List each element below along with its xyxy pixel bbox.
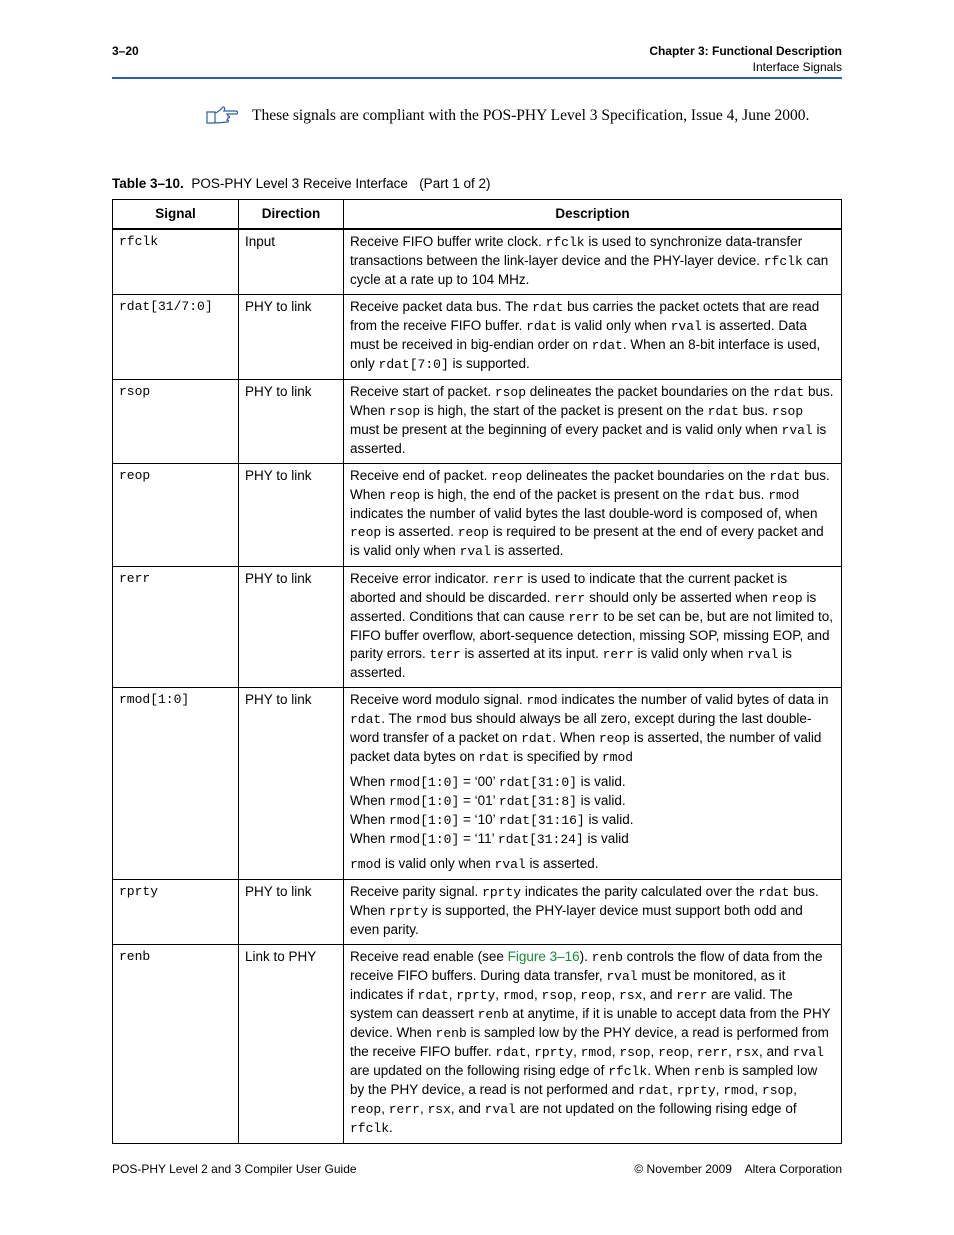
- description-cell: [344, 880, 842, 945]
- signal-reference: rval: [670, 319, 702, 334]
- signal-reference: rsop: [771, 404, 804, 419]
- description-text: indicates the number of valid bytes of data in: [557, 692, 829, 707]
- signal-reference: rval: [606, 969, 638, 984]
- description-text: = ‘10’: [459, 812, 499, 827]
- description-text: = ‘11’: [459, 831, 498, 846]
- description-text: . When: [647, 1063, 694, 1078]
- signal-reference: renb: [591, 950, 623, 965]
- signal-reference: rerr: [388, 1102, 420, 1117]
- signal-reference: rerr: [676, 988, 708, 1003]
- signal-reference: rmod: [723, 1083, 755, 1098]
- direction-cell: PHY to link: [239, 295, 344, 380]
- description-text: at anytime, if it is unable to accept data from the PHY device. When: [350, 1006, 831, 1040]
- description-text: is used to synchronize data-transfer transactions between the link-layer device and the PHY-layer device.: [350, 234, 803, 268]
- direction-cell: PHY to link: [239, 464, 344, 567]
- description-text: ).: [579, 949, 592, 964]
- description-text: Receive parity signal.: [350, 884, 483, 899]
- signal-reference: rdat: [350, 712, 382, 727]
- description-text: ,: [689, 1044, 697, 1059]
- signal-reference: rdat: [591, 338, 623, 353]
- signal-reference: reop: [389, 488, 421, 503]
- description-paragraph: [350, 883, 835, 939]
- description-text: is asserted.: [350, 422, 827, 456]
- receive-interface-table: [112, 199, 842, 1144]
- signal-reference: rdat: [707, 404, 739, 419]
- description-paragraph: [350, 773, 835, 849]
- description-cell: [344, 295, 842, 380]
- description-text: ,: [573, 1044, 581, 1059]
- signal-reference: rdat: [703, 488, 736, 503]
- signal-reference: rprty: [676, 1083, 716, 1098]
- description-text: ,: [611, 1044, 620, 1059]
- description-text: . When: [552, 730, 599, 745]
- signal-reference: rsx: [427, 1102, 451, 1117]
- description-text: is valid only when: [557, 318, 671, 333]
- direction-cell: PHY to link: [239, 688, 344, 880]
- table-header-row: [113, 200, 842, 230]
- signal-reference: rmod: [768, 488, 800, 503]
- description-text: is required to be present at the end of every packet and is valid only when: [350, 524, 824, 558]
- signal-reference: rmod[1:0]: [389, 794, 460, 809]
- signal-cell: rmod[1:0]: [113, 688, 239, 880]
- signal-reference: rsx: [619, 988, 643, 1003]
- description-text: Receive word modulo signal.: [350, 692, 527, 707]
- signal-reference: renb: [693, 1064, 725, 1079]
- description-cell: [344, 380, 842, 464]
- description-text: ,: [611, 987, 620, 1002]
- description-text: is asserted at its input.: [460, 646, 603, 661]
- description-text: is valid only when: [633, 646, 748, 661]
- signal-reference: rmod: [601, 750, 634, 765]
- direction-cell: PHY to link: [239, 380, 344, 464]
- signal-cell: reop: [113, 464, 239, 567]
- signal-reference: rfclk: [350, 1121, 390, 1136]
- description-text: is high, the end of the packet is present on the: [420, 487, 704, 502]
- signal-reference: renb: [477, 1007, 509, 1022]
- footer-guide-title: POS-PHY Level 2 and 3 Compiler User Guide: [112, 1162, 357, 1176]
- signal-cell: rerr: [113, 567, 239, 688]
- description-text: bus should always be all zero, except during the last double-word transfer of a packet on: [350, 711, 812, 745]
- description-cell: [344, 945, 842, 1144]
- table-part: (Part 1 of 2): [419, 176, 491, 191]
- table-row: [113, 295, 842, 380]
- direction-cell: Link to PHY: [239, 945, 344, 1144]
- description-text: ,: [448, 987, 457, 1002]
- signal-reference: rdat: [526, 319, 558, 334]
- page-number: 3–20: [112, 44, 139, 58]
- description-text: is asserted. Data must be received in big-endian order on: [350, 318, 807, 352]
- description-text: ,: [793, 1082, 797, 1097]
- signal-reference: rmod[1:0]: [389, 813, 460, 828]
- description-text: ,: [381, 1101, 389, 1116]
- signal-reference: rprty: [534, 1045, 574, 1060]
- column-header-direction: Direction: [239, 200, 344, 230]
- signal-reference: rmod[1:0]: [389, 832, 460, 847]
- footer-copyright: © November 2009 Altera Corporation: [634, 1162, 842, 1176]
- description-text: ,: [715, 1082, 724, 1097]
- description-text: ,: [650, 1044, 659, 1059]
- signal-reference: rdat[31:16]: [498, 813, 585, 828]
- signal-reference: rerr: [602, 647, 634, 662]
- description-text: Receive error indicator.: [350, 571, 493, 586]
- description-paragraph: [350, 467, 835, 561]
- description-text: Receive end of packet.: [350, 468, 492, 483]
- description-text: bus.: [735, 487, 769, 502]
- signal-reference: rfclk: [545, 235, 585, 250]
- description-paragraph: [350, 691, 835, 767]
- column-header-signal: Signal: [113, 200, 239, 230]
- signal-cell: rprty: [113, 880, 239, 945]
- signal-reference: terr: [429, 647, 461, 662]
- direction-cell: PHY to link: [239, 567, 344, 688]
- description-text: is high, the start of the packet is present on the: [420, 403, 708, 418]
- signal-reference: rsop: [494, 385, 527, 400]
- description-text: , and: [450, 1101, 485, 1116]
- description-paragraph: [350, 233, 835, 289]
- description-text: bus. When: [350, 468, 830, 502]
- description-text: ,: [572, 987, 581, 1002]
- signal-reference: reop: [350, 525, 382, 540]
- signal-reference: rmod: [580, 1045, 612, 1060]
- description-text: is asserted.: [381, 524, 458, 539]
- signal-reference: rdat: [478, 750, 510, 765]
- table-title: POS-PHY Level 3 Receive Interface: [191, 176, 408, 191]
- signal-reference: rmod: [526, 693, 558, 708]
- direction-cell: Input: [239, 229, 344, 295]
- signal-reference: rval: [781, 423, 813, 438]
- table-row: [113, 567, 842, 688]
- signal-reference: rsop: [389, 404, 421, 419]
- header-rule: [112, 77, 842, 79]
- description-text: When: [350, 774, 390, 789]
- signal-reference: rdat[7:0]: [378, 357, 449, 372]
- description-text: bus carries the packet octets that are read from the receive FIFO buffer.: [350, 299, 820, 333]
- table-caption: [112, 176, 490, 191]
- signal-reference: reop: [771, 591, 803, 606]
- description-text: is asserted, the number of valid packet data bytes on: [350, 730, 822, 764]
- signal-cell: rdat[31/7:0]: [113, 295, 239, 380]
- description-cell: [344, 229, 842, 295]
- description-paragraph: [350, 855, 835, 874]
- table-row: [113, 380, 842, 464]
- description-text: delineates the packet boundaries on the: [522, 468, 770, 483]
- signal-reference: rfclk: [608, 1064, 648, 1079]
- signal-reference: rmod[1:0]: [389, 775, 460, 790]
- note-text: These signals are compliant with the POS-PHY Level 3 Specification, Issue 4, June 2000.: [252, 107, 810, 124]
- description-text: ,: [495, 987, 503, 1002]
- table-number: Table 3–10.: [112, 176, 184, 191]
- description-text: ,: [419, 1101, 428, 1116]
- description-text: are updated on the following rising edge of: [350, 1063, 609, 1078]
- running-header: [649, 43, 842, 75]
- description-text: is valid: [583, 831, 629, 846]
- description-text: should only be asserted when: [585, 590, 772, 605]
- description-text: ,: [526, 1044, 535, 1059]
- description-text: is specified by: [509, 749, 602, 764]
- description-text: , and: [642, 987, 677, 1002]
- signal-reference: rval: [459, 544, 491, 559]
- description-text: must be monitored, as it indicates if: [350, 968, 786, 1002]
- description-text: Receive read enable (see: [350, 949, 508, 964]
- description-text: is supported, the PHY-layer device must support both odd and even parity.: [350, 903, 803, 937]
- section-title: Interface Signals: [752, 60, 842, 74]
- signal-reference: rdat[31:24]: [497, 832, 584, 847]
- description-text: . When an 8-bit interface is used, only: [350, 337, 821, 371]
- signal-reference: reop: [350, 1102, 382, 1117]
- table-row: [113, 464, 842, 567]
- description-text: controls the flow of data from the receive FIFO buffers. During data transfer,: [350, 949, 823, 983]
- description-text: is used to indicate that the current packet is aborted and should be discarded.: [350, 571, 788, 605]
- signal-reference: rdat: [495, 1045, 527, 1060]
- signal-reference: rdat: [532, 300, 564, 315]
- description-text: is sampled low by the PHY device, a read is not performed and: [350, 1063, 818, 1097]
- description-cell: [344, 464, 842, 567]
- signal-reference: rmod: [415, 712, 447, 727]
- table-row: [113, 229, 842, 295]
- description-text: must be present at the beginning of every packet and is valid only when: [350, 422, 782, 437]
- signal-reference: rval: [747, 647, 779, 662]
- signal-reference: rfclk: [763, 254, 803, 269]
- signal-reference: rsop: [619, 1045, 651, 1060]
- signal-reference: rerr: [492, 572, 524, 587]
- description-text: Receive packet data bus. The: [350, 299, 533, 314]
- table-row: [113, 688, 842, 880]
- description-paragraph: [350, 570, 835, 682]
- signal-reference: rsx: [735, 1045, 759, 1060]
- description-text: is asserted.: [350, 646, 792, 680]
- table-row: [113, 945, 842, 1144]
- column-header-description: Description: [344, 200, 842, 230]
- description-text: bus.: [738, 403, 772, 418]
- signal-reference: reop: [580, 988, 612, 1003]
- signal-reference: rdat: [769, 469, 801, 484]
- description-text: is valid.: [576, 793, 626, 808]
- description-paragraph: [350, 298, 835, 374]
- signal-reference: reop: [658, 1045, 690, 1060]
- description-text: When: [350, 831, 390, 846]
- signal-reference: rerr: [554, 591, 586, 606]
- description-text: is valid.: [584, 812, 634, 827]
- signal-reference: rprty: [389, 904, 429, 919]
- signal-reference: rmod: [350, 857, 382, 872]
- description-text: are not updated on the following rising edge of: [515, 1101, 797, 1116]
- signal-reference: renb: [435, 1026, 467, 1041]
- description-paragraph: [350, 948, 835, 1138]
- description-text: When: [350, 812, 390, 827]
- description-paragraph: [350, 383, 835, 458]
- description-text: indicates the number of valid bytes the last double-word is composed of, when: [350, 506, 818, 521]
- signal-reference: rval: [792, 1045, 824, 1060]
- description-text: delineates the packet boundaries on the: [526, 384, 773, 399]
- pointing-hand-icon: [205, 106, 239, 126]
- signal-reference: rprty: [482, 885, 522, 900]
- description-cell: [344, 567, 842, 688]
- signal-reference: rsop: [761, 1083, 794, 1098]
- signal-reference: reop: [491, 469, 523, 484]
- signal-reference: rval: [484, 1102, 516, 1117]
- chapter-title: Chapter 3: Functional Description: [649, 44, 842, 58]
- signal-reference: rdat: [772, 385, 805, 400]
- description-text: = ‘00’: [459, 774, 499, 789]
- signal-reference: rerr: [568, 610, 600, 625]
- description-text: is asserted.: [525, 856, 599, 871]
- description-text: ,: [534, 987, 542, 1002]
- description-text: is sampled low by the PHY device, a read is performed from the receive FIFO buffer.: [350, 1025, 829, 1059]
- description-text: can cycle at a rate up to 104 MHz.: [350, 253, 829, 287]
- signal-reference: rval: [494, 857, 526, 872]
- signal-cell: rfclk: [113, 229, 239, 295]
- description-text: is asserted.: [490, 543, 564, 558]
- signal-reference: rdat[31:0]: [498, 775, 577, 790]
- description-text: . The: [381, 711, 416, 726]
- signal-reference: rdat[31:8]: [498, 794, 577, 809]
- signal-reference: rerr: [696, 1045, 729, 1060]
- signal-reference: rsop: [541, 988, 573, 1003]
- description-text: bus. When: [350, 384, 834, 418]
- signal-reference: rprty: [456, 988, 496, 1003]
- signal-reference: rmod: [502, 988, 535, 1003]
- signal-reference: reop: [598, 731, 631, 746]
- signal-cell: rsop: [113, 380, 239, 464]
- description-text: bus. When: [350, 884, 819, 918]
- signal-reference: reop: [457, 525, 489, 540]
- description-text: .: [389, 1120, 393, 1135]
- description-text: to be set can be, but are not limited to, FIFO buffer overflow, abort-sequence detection, missing SOP, missing EOP, and parity errors.: [350, 609, 833, 661]
- signal-reference: rdat: [637, 1083, 670, 1098]
- signal-cell: renb: [113, 945, 239, 1144]
- description-text: is asserted. Conditions that can cause: [350, 590, 817, 624]
- description-text: are valid. The system can deassert: [350, 987, 793, 1021]
- description-text: is supported.: [448, 356, 530, 371]
- description-text: ,: [669, 1082, 677, 1097]
- description-text: ,: [754, 1082, 762, 1097]
- description-cell: [344, 688, 842, 880]
- description-text: Receive start of packet.: [350, 384, 495, 399]
- description-text: When: [350, 793, 390, 808]
- figure-link[interactable]: Figure 3–16: [507, 949, 580, 964]
- description-text: indicates the parity calculated over the: [521, 884, 759, 899]
- description-text: = ‘01’: [459, 793, 499, 808]
- description-text: is valid.: [576, 774, 626, 789]
- direction-cell: PHY to link: [239, 880, 344, 945]
- description-text: ,: [728, 1044, 736, 1059]
- description-text: is valid only when: [381, 856, 495, 871]
- signal-reference: rdat: [521, 731, 553, 746]
- description-text: , and: [758, 1044, 793, 1059]
- description-text: Receive FIFO buffer write clock.: [350, 234, 546, 249]
- signal-reference: rdat: [417, 988, 449, 1003]
- table-row: [113, 880, 842, 945]
- signal-reference: rdat: [758, 885, 790, 900]
